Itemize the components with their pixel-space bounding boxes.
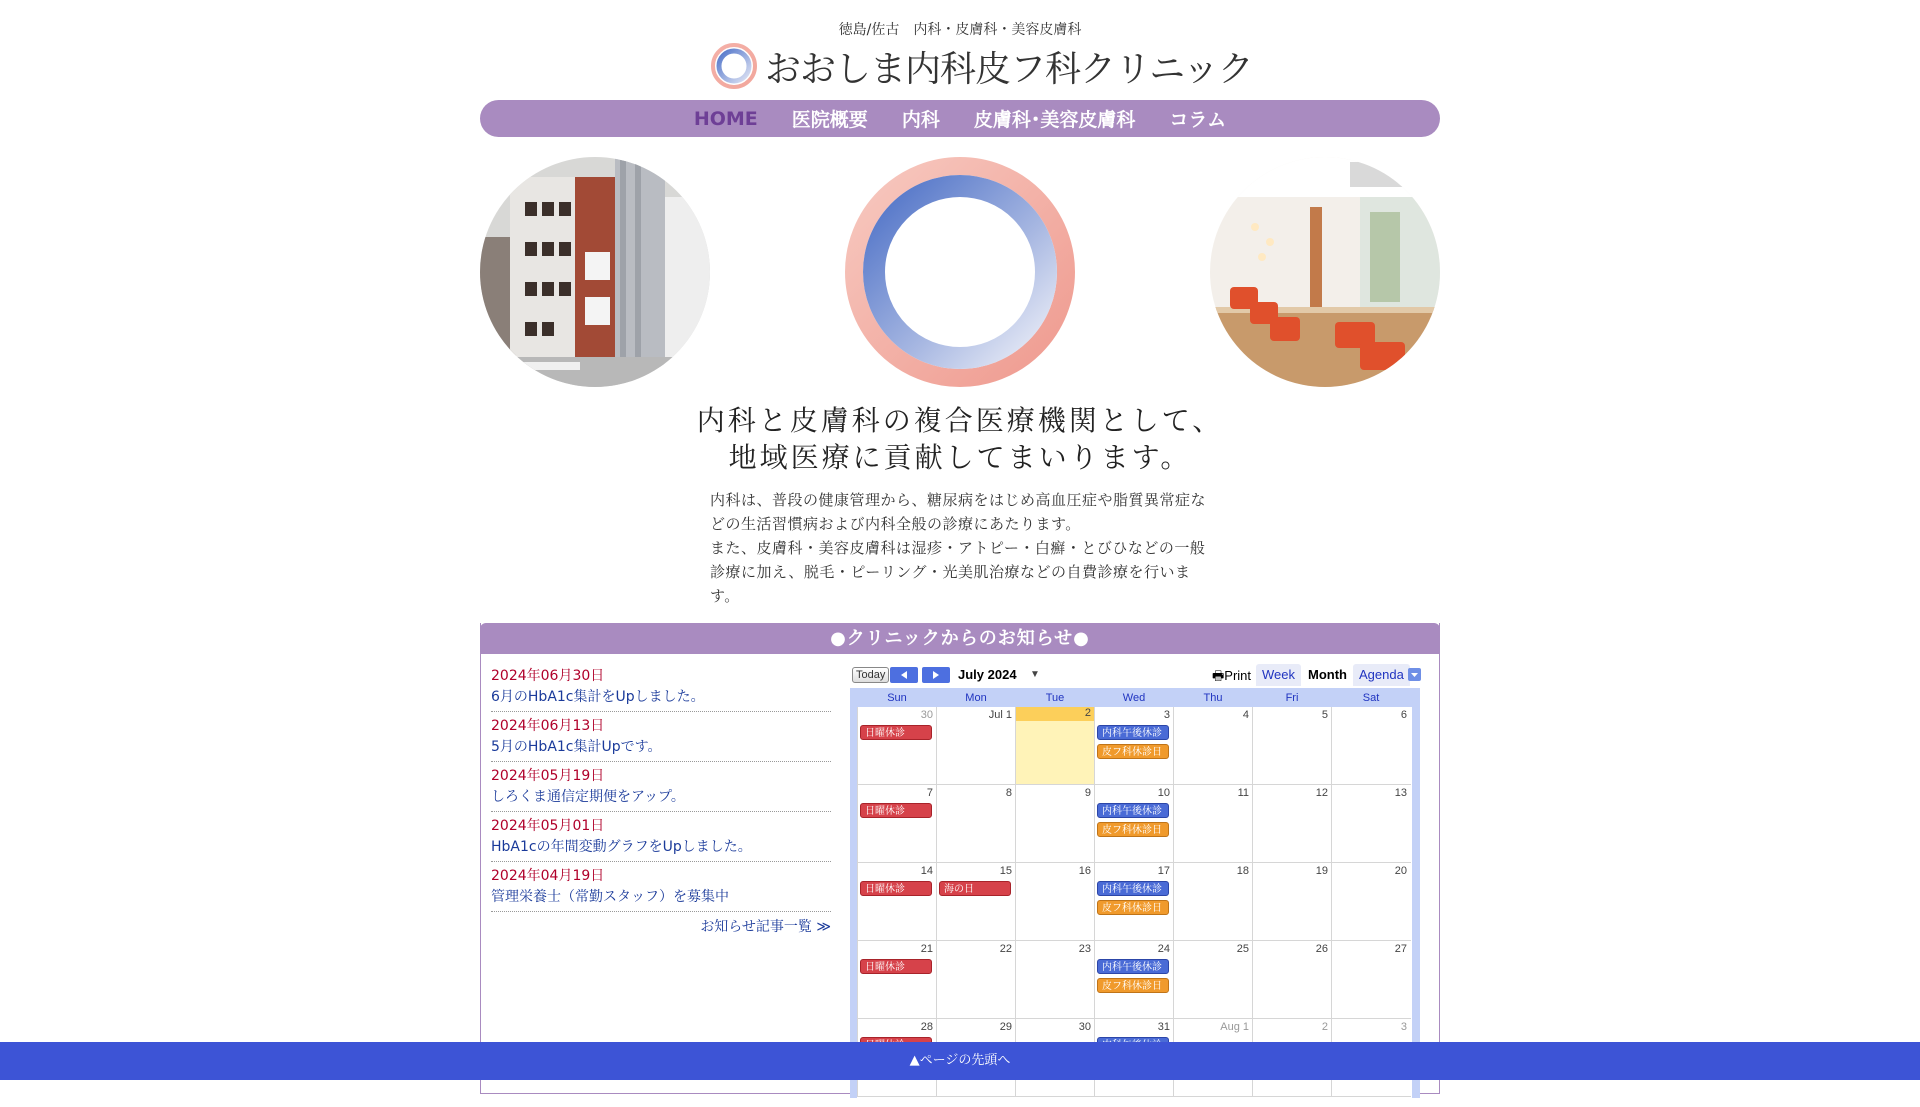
calendar-day-number: 14: [920, 865, 933, 877]
news-item: [491, 714, 831, 762]
tab-month[interactable]: Month: [1302, 664, 1353, 686]
tab-week[interactable]: Week: [1256, 664, 1301, 686]
logo-ring-icon: [711, 43, 757, 89]
calendar-day-number: 3: [1400, 1021, 1407, 1033]
calendar-event[interactable]: 日曜休診: [860, 725, 932, 740]
calendar-menu-button[interactable]: [1408, 668, 1421, 681]
calendar-day-cell[interactable]: [1252, 941, 1332, 1019]
nav-column[interactable]: コラム: [1169, 109, 1227, 131]
calendar-day-number: 13: [1394, 787, 1407, 799]
logo-text: おおしま内科皮フ科クリニック: [765, 48, 1253, 90]
calendar-day-cell[interactable]: [1015, 785, 1095, 863]
calendar-day-cell[interactable]: [1331, 941, 1411, 1019]
calendar-day-number: 15: [999, 865, 1012, 877]
hero-ring-graphic: [845, 157, 1075, 387]
news-item: [491, 864, 831, 912]
calendar-event[interactable]: 内科午後休診: [1097, 725, 1169, 740]
calendar-day-number: 12: [1315, 787, 1328, 799]
calendar-day-cell[interactable]: [857, 941, 937, 1019]
day-of-week-header: Mon: [965, 692, 987, 704]
calendar-grid: [850, 688, 1420, 1098]
calendar-day-number: 29: [999, 1021, 1012, 1033]
calendar-day-cell[interactable]: [936, 863, 1016, 941]
news-date: 2024年05月01日: [491, 818, 605, 834]
calendar-day-cell[interactable]: [936, 941, 1016, 1019]
calendar-day-number: 18: [1236, 865, 1249, 877]
news-date: 2024年06月13日: [491, 718, 605, 734]
calendar-day-cell[interactable]: [1094, 863, 1174, 941]
calendar-event[interactable]: 海の日: [939, 881, 1011, 896]
calendar-day-number: 30: [1078, 1021, 1091, 1033]
calendar-day-cell[interactable]: [936, 707, 1016, 785]
calendar-day-number: 9: [1084, 787, 1091, 799]
header-tagline: 徳島/佐古 内科・皮膚科・美容皮膚科: [838, 22, 1082, 38]
calendar-day-number: 5: [1321, 709, 1328, 721]
calendar-day-number: 27: [1394, 943, 1407, 955]
calendar-event[interactable]: 日曜休診: [860, 803, 932, 818]
calendar-day-number: 21: [920, 943, 933, 955]
calendar-event[interactable]: 日曜休診: [860, 959, 932, 974]
waiting-room-photo: [1210, 157, 1440, 387]
calendar-day-cell[interactable]: [1015, 707, 1095, 785]
caret-down-icon[interactable]: ▼: [1030, 669, 1040, 680]
news-link[interactable]: 管理栄養士（常勤スタッフ）を募集中: [491, 889, 729, 905]
calendar-day-number: 3: [1163, 709, 1170, 721]
calendar-event[interactable]: 皮フ科休診日: [1097, 978, 1169, 993]
headline-line-2: 地域医療に貢献してまいります。: [728, 441, 1192, 474]
calendar-day-number: 25: [1236, 943, 1249, 955]
news-date: 2024年06月30日: [491, 668, 605, 684]
arrow-right-icon: [922, 667, 950, 683]
calendar-day-cell[interactable]: [1252, 707, 1332, 785]
day-of-week-header: Thu: [1203, 692, 1223, 704]
tab-agenda[interactable]: Agenda: [1353, 664, 1410, 686]
calendar-day-number: 23: [1078, 943, 1091, 955]
calendar-day-cell[interactable]: [1331, 863, 1411, 941]
calendar-day-cell[interactable]: [857, 707, 937, 785]
calendar-event[interactable]: 内科午後休診: [1097, 959, 1169, 974]
day-of-week-header: Tue: [1045, 692, 1065, 704]
nav-internal-medicine[interactable]: 内科: [901, 109, 940, 131]
calendar-day-number: 16: [1078, 865, 1091, 877]
news-item: [491, 664, 831, 712]
calendar-day-cell[interactable]: [1331, 707, 1411, 785]
nav-dermatology[interactable]: 皮膚科･美容皮膚科: [973, 109, 1136, 131]
calendar-day-number: Jul 1: [988, 709, 1012, 721]
calendar-day-number: 24: [1157, 943, 1170, 955]
calendar-day-number: 10: [1157, 787, 1170, 799]
day-of-week-header: Sun: [887, 692, 907, 704]
calendar-month-label[interactable]: July 2024: [958, 667, 1017, 682]
news-item: [491, 764, 831, 812]
calendar-day-cell[interactable]: [857, 785, 937, 863]
calendar-day-number: 28: [920, 1021, 933, 1033]
calendar-day-cell[interactable]: [1094, 707, 1174, 785]
today-button[interactable]: Today: [852, 667, 889, 683]
calendar-event[interactable]: 皮フ科休診日: [1097, 900, 1169, 915]
news-link[interactable]: HbA1cの年間変動グラフをUpしました。: [491, 839, 752, 855]
notice-heading: ●クリニックからのお知らせ●: [480, 623, 1440, 654]
next-month-button[interactable]: [922, 667, 950, 683]
calendar-day-cell[interactable]: [857, 863, 937, 941]
calendar-day-cell[interactable]: [1015, 863, 1095, 941]
nav-about[interactable]: 医院概要: [791, 109, 868, 131]
news-link[interactable]: しろくま通信定期便をアップ。: [491, 789, 685, 805]
day-of-week-header: Sat: [1362, 692, 1380, 704]
calendar-day-number: 17: [1157, 865, 1170, 877]
calendar-day-cell[interactable]: [1252, 785, 1332, 863]
calendar-day-cell[interactable]: [936, 785, 1016, 863]
news-item: [491, 814, 831, 862]
print-button[interactable]: [1212, 667, 1251, 689]
news-more-link[interactable]: お知らせ記事一覧 ≫: [700, 919, 831, 935]
calendar-event[interactable]: 日曜休診: [860, 881, 932, 896]
calendar-day-cell[interactable]: [1015, 941, 1095, 1019]
printer-icon: 🖶: [1212, 668, 1225, 683]
calendar-day-number: 6: [1400, 709, 1407, 721]
clinic-logo[interactable]: [711, 40, 1253, 92]
calendar-event[interactable]: 皮フ科休診日: [1097, 822, 1169, 837]
hero-headline: [480, 402, 1440, 476]
calendar-day-cell[interactable]: [1094, 785, 1174, 863]
building-photo: [480, 157, 710, 387]
headline-line-1: 内科と皮膚科の複合医療機関として、: [696, 404, 1224, 437]
calendar-day-number: 19: [1315, 865, 1328, 877]
news-list: [491, 664, 831, 936]
calendar-toolbar: [850, 664, 1408, 688]
calendar-day-cell[interactable]: [1252, 863, 1332, 941]
arrow-left-icon: [890, 667, 918, 683]
news-date: 2024年04月19日: [491, 868, 605, 884]
calendar-day-cell[interactable]: [1173, 863, 1253, 941]
calendar-day-number: 8: [1005, 787, 1012, 799]
calendar-day-number: 31: [1157, 1021, 1170, 1033]
calendar-day-number: 30: [920, 709, 933, 721]
back-to-top-bar[interactable]: ▲ページの先頭へ: [0, 1042, 1920, 1080]
news-link[interactable]: 6月のHbA1c集計をUpしました。: [491, 689, 705, 705]
calendar-day-number: 4: [1242, 709, 1249, 721]
print-label: Print: [1224, 668, 1252, 683]
intro-paragraph-2: また、皮膚科・美容皮膚科は湿疹・アトピー・白癬・とびひなどの一般診療に加え、脱毛・ピーリング・光美肌治療などの自費診療を行います。: [710, 539, 1206, 605]
news-date: 2024年05月19日: [491, 768, 605, 784]
calendar-day-number: Aug 1: [1220, 1021, 1249, 1033]
calendar-day-number: 26: [1315, 943, 1328, 955]
calendar-day-cell[interactable]: [1094, 941, 1174, 1019]
calendar-day-cell[interactable]: [1173, 941, 1253, 1019]
calendar-day-cell[interactable]: [1173, 707, 1253, 785]
day-of-week-header: Fri: [1285, 692, 1299, 704]
dropdown-arrow-icon: [1408, 668, 1421, 681]
calendar-day-number: 2: [1016, 707, 1095, 721]
prev-month-button[interactable]: [890, 667, 918, 683]
calendar-widget: [850, 664, 1408, 1033]
day-of-week-header: Wed: [1122, 692, 1146, 704]
calendar-event[interactable]: 皮フ科休診日: [1097, 744, 1169, 759]
nav-home[interactable]: HOME: [693, 107, 758, 130]
calendar-day-number: 11: [1237, 787, 1249, 799]
calendar-day-number: 2: [1321, 1021, 1328, 1033]
news-link[interactable]: 5月のHbA1c集計Upです。: [491, 739, 662, 755]
calendar-day-number: 22: [999, 943, 1012, 955]
calendar-day-number: 20: [1394, 865, 1407, 877]
calendar-day-cell[interactable]: [1173, 785, 1253, 863]
calendar-day-cell[interactable]: [1331, 785, 1411, 863]
calendar-event[interactable]: 内科午後休診: [1097, 881, 1169, 896]
intro-paragraph-1: 内科は、普段の健康管理から、糖尿病をはじめ高血圧症や脂質異常症などの生活習慣病および内科全般の診療にあたります。: [710, 491, 1207, 533]
calendar-event[interactable]: 内科午後休診: [1097, 803, 1169, 818]
calendar-day-number: 7: [926, 787, 933, 799]
main-nav: [480, 100, 1440, 137]
intro-text: [710, 488, 1210, 608]
